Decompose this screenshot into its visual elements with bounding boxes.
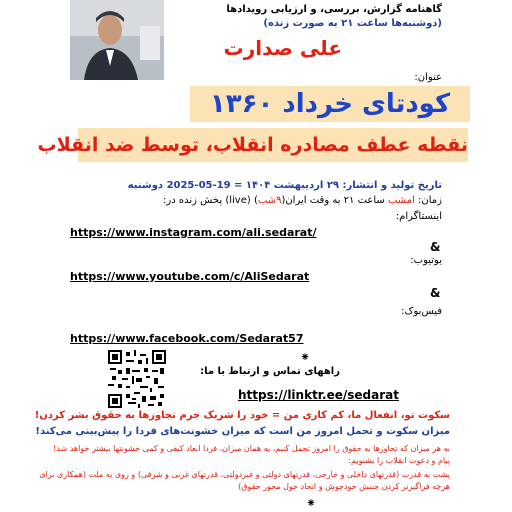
time-tonight: امشب — [387, 195, 415, 206]
contact-label: راههای تماس و ارتباط با ما: — [200, 366, 340, 377]
title-subtitle: نقطه عطف مصادره انقلاب، توسط ضد انقلاب — [78, 128, 468, 162]
header-line-2: (دوشنبه‌ها ساعت ۲۱ به صورت زنده) — [263, 18, 442, 29]
message-line-3: به هر میزان که تجاوزها به حقوق را امروز تحمل کنیم، به همان میزان، فردا ابعاد کیفی و کمی خشونتها بیشتر خواهد شد! — [53, 444, 450, 453]
instagram-link[interactable]: https://www.instagram.com/ali.sedarat/ — [70, 226, 317, 239]
time-hour: ۹شب — [257, 195, 282, 206]
broadcast-time — [163, 195, 442, 206]
linktree-link[interactable]: https://linktr.ee/sedarat — [238, 388, 399, 402]
facebook-link[interactable]: https://www.facebook.com/Sedarat57 — [70, 332, 304, 345]
qr-code[interactable] — [108, 350, 166, 408]
facebook-label: فیس‌بوک: — [401, 306, 442, 317]
message-line-6: هرچه فراگیرتر کردن جنبش خودجوش و اتحاد حول محور حقوق) — [238, 482, 450, 491]
topic-label: عنوان: — [414, 72, 442, 83]
time-prefix: زمان: — [418, 195, 442, 206]
message-line-4: پیام و دعوت انقلاب را بشنویم: — [348, 456, 450, 465]
author-name: علی صدارت — [223, 36, 342, 60]
contact-star: ⁕ — [300, 350, 311, 364]
message-line-1: سکوت تو، انفعال ما، کم کاری من = خود را شریک جرم تجاوزها به حقوق بشر کردن! — [34, 410, 450, 421]
message-line-5: پشت به قدرت (قدرتهای داخلی و خارجی، قدرتهای دولتی و غیردولتی، قدرتهای غربی و شرقی) و روی به ملت (همکاری برای — [39, 470, 450, 479]
header-line-1: گاهنامه گزارش، بررسی، و ارزیابی رویدادها — [226, 4, 442, 15]
author-photo — [70, 0, 164, 80]
message-line-2: میزان سکوت و تحمل امروز من است که میزان خشونت‌های فردا را پیش‌بینی می‌کند! — [35, 426, 450, 437]
youtube-label: یوتیوب: — [410, 255, 442, 266]
end-star: ⁕ — [306, 496, 317, 510]
date-line: تاریخ تولید و انتشار: ۲۹ اردیبهشت ۱۴۰۴ = 19-05-2025 دوشنبه — [127, 180, 442, 191]
title-main: کودتای خرداد ۱۳۶۰ — [190, 86, 470, 122]
ampersand-2: & — [430, 286, 441, 300]
time-mid: ساعت ۲۱ به وقت ایران( — [281, 195, 385, 206]
youtube-link[interactable]: https://www.youtube.com/c/AliSedarat — [70, 270, 310, 283]
time-suffix: ) (live) پخش زنده در: — [163, 195, 258, 206]
ampersand-1: & — [430, 240, 441, 254]
instagram-label: اینستاگرام: — [395, 211, 442, 222]
